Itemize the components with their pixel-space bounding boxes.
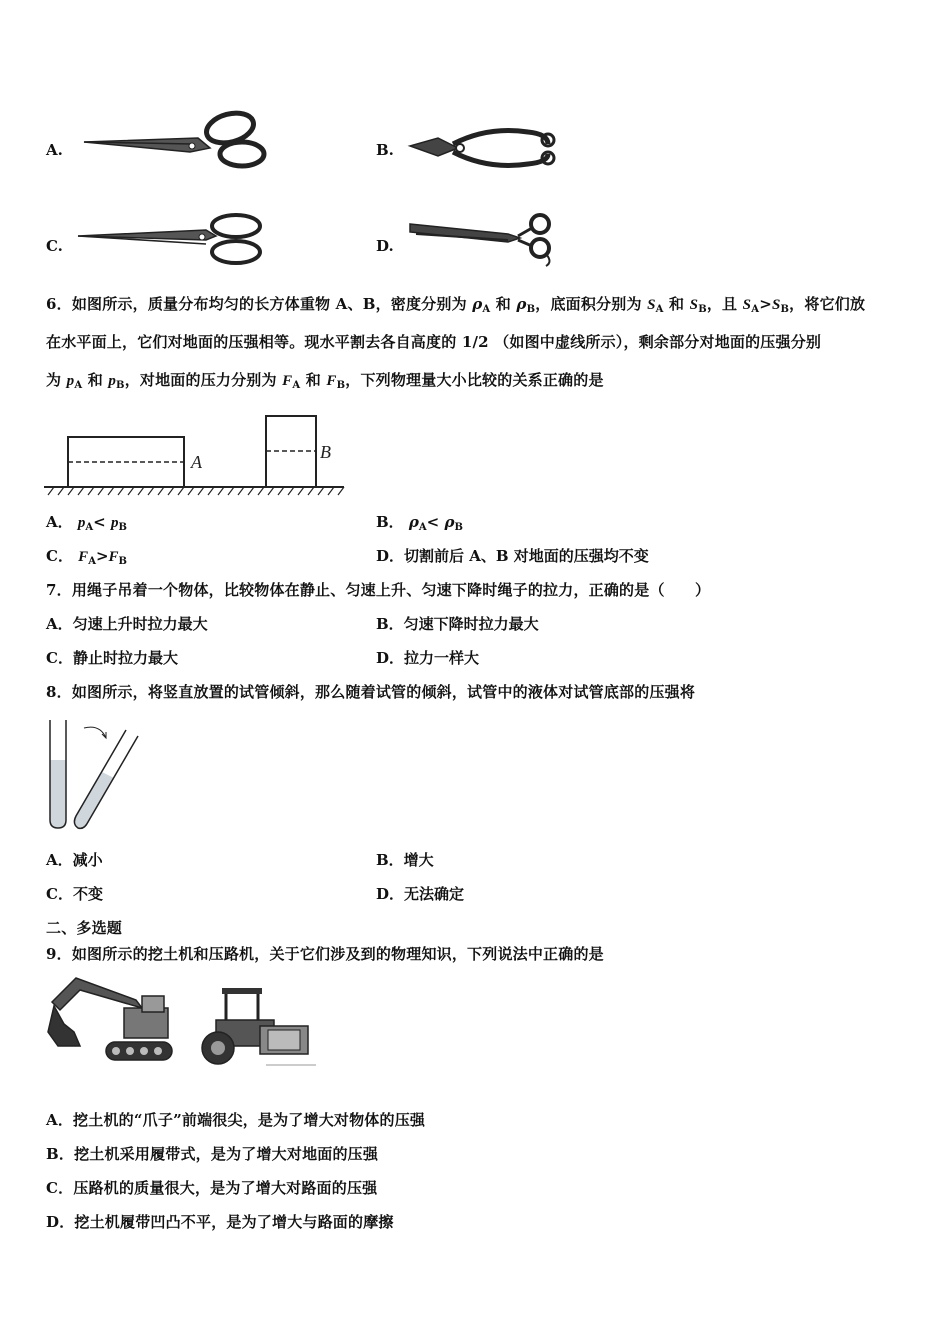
q9-option-c[interactable]: C．压路机的质量很大，是为了增大对路面的压强 <box>46 1179 378 1197</box>
q5-option-a-label[interactable]: A. <box>46 141 63 159</box>
q6-option-d[interactable]: D．切割前后 A、B 对地面的压强均不变 <box>376 547 649 565</box>
q5-option-c-label[interactable]: C. <box>46 237 63 255</box>
q9-road-roller-image <box>196 982 326 1072</box>
q5-option-b-label[interactable]: B. <box>376 141 394 159</box>
q6-option-b[interactable]: B． $\rho_A< \rho_B$ <box>376 513 463 533</box>
q9-option-a[interactable]: A．挖土机的“爪子”前端很尖，是为了增大对物体的压强 <box>46 1111 426 1129</box>
q6-stem-line-3: 为 $p_A$ 和 $p_B$，对地面的压力分别为 $F_A$ 和 $F_B$，下列物理量大小比较的关系正确的是 <box>46 371 604 391</box>
q6-blocks-figure <box>44 412 349 497</box>
q7-option-a[interactable]: A．匀速上升时拉力最大 <box>46 615 208 633</box>
q5-option-d-tongs-image <box>408 210 563 270</box>
q8-option-d[interactable]: D．无法确定 <box>376 885 465 903</box>
q7-option-c[interactable]: C．静止时拉力最大 <box>46 649 178 667</box>
q7-option-b[interactable]: B．匀速下降时拉力最大 <box>376 615 539 633</box>
q6-figure-label-b: B <box>320 442 331 462</box>
q6-figure-label-a: A <box>191 452 202 472</box>
q5-option-d-label[interactable]: D. <box>376 237 394 255</box>
q9-excavator-image <box>46 972 176 1077</box>
q7-option-d[interactable]: D．拉力一样大 <box>376 649 480 667</box>
q6-option-a[interactable]: A． $p_A< p_B$ <box>46 513 127 533</box>
q7-stem: 7．用绳子吊着一个物体，比较物体在静止、匀速上升、匀速下降时绳子的拉力，正确的是（ ） <box>46 581 711 599</box>
q6-stem-line-1: 6．如图所示，质量分布均匀的长方体重物 A、B，密度分别为 $\rho_A$ 和 $\rho_B$，底面积分别为 $S_A$ 和 $S_B$，且 $S_A>S_B$，将它们放 <box>46 295 866 315</box>
q5-option-b-pliers-image <box>408 118 558 178</box>
q6-stem-line-2: 在水平面上，它们对地面的压强相等。现水平割去各自高度的 1/2 （如图中虚线所示），剩余部分对地面的压强分别 <box>46 333 822 351</box>
q9-option-d[interactable]: D．挖土机履带凹凸不平，是为了增大与路面的摩擦 <box>46 1213 394 1231</box>
q9-stem: 9．如图所示的挖土机和压路机，关于它们涉及到的物理知识，下列说法中正确的是 <box>46 945 604 963</box>
q5-option-a-scissors-image <box>80 100 270 175</box>
q8-test-tube-figure <box>44 716 144 834</box>
q8-option-a[interactable]: A．减小 <box>46 851 103 869</box>
section-2-heading: 二、多选题 <box>46 919 123 937</box>
q5-option-c-scissors-image <box>76 210 266 270</box>
q6-option-c[interactable]: C． $F_A>F_B$ <box>46 547 127 567</box>
q9-option-b[interactable]: B．挖土机采用履带式，是为了增大对地面的压强 <box>46 1145 379 1163</box>
q8-option-c[interactable]: C．不变 <box>46 885 103 903</box>
q8-option-b[interactable]: B．增大 <box>376 851 434 869</box>
q8-stem: 8．如图所示，将竖直放置的试管倾斜，那么随着试管的倾斜，试管中的液体对试管底部的压强将 <box>46 683 696 701</box>
